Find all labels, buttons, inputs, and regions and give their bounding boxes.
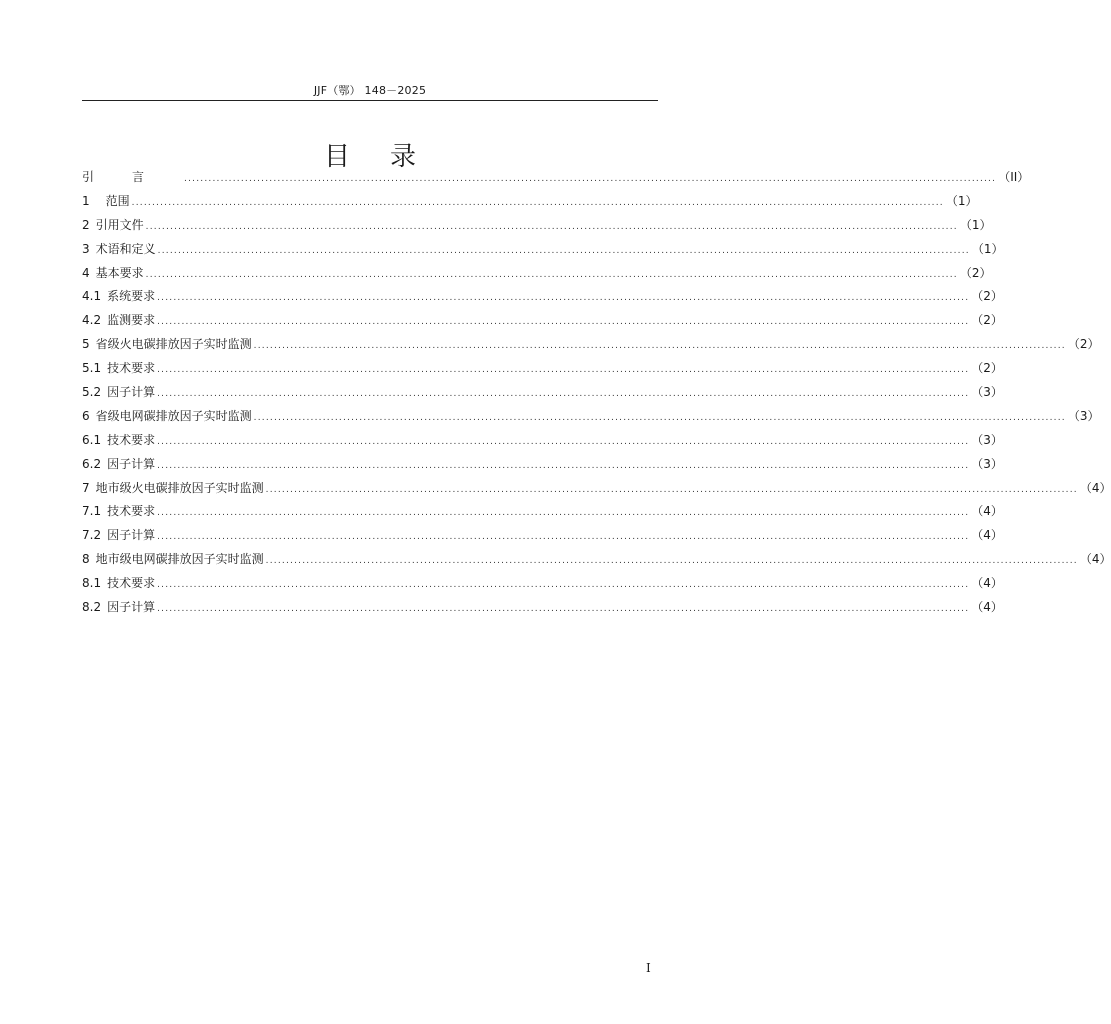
toc-dot-leader: ........................................................................................................................................................................................................ [253,341,1066,352]
toc-entry-label [82,285,157,309]
toc-entry-number: 7.2 [82,528,102,543]
toc-entry[interactable] [82,596,1003,620]
toc-dot-leader: ........................................................................................................................................................................................................ [157,365,970,376]
toc-entry[interactable] [82,548,1111,572]
toc-entry[interactable] [82,262,992,286]
toc-entry-label [82,262,146,286]
toc-entry-label [82,381,157,405]
toc-entry[interactable] [82,357,1003,381]
toc-entry-title: 因子计算 [107,600,156,615]
toc-entry-page: （4） [971,504,1003,519]
toc-dot-leader: ........................................................................................................................................................................................................ [157,508,970,519]
toc-entry-page: （4） [971,576,1003,591]
toc-entry-page: （4） [1079,480,1111,495]
toc-entry-title: 地市级火电碳排放因子实时监测 [95,480,264,495]
toc-entry[interactable] [82,381,1003,405]
page-number: I [646,961,651,975]
toc-entry-label [82,572,157,596]
toc-entry-label [82,500,157,524]
toc-dot-leader: ........................................................................................................................................................................................................ [145,269,958,280]
toc-entry-page: （3） [1067,408,1100,423]
toc-entry[interactable] [82,500,1003,524]
toc-entry-number: 5 [82,337,90,352]
toc-entry-number: 4 [82,265,90,280]
toc-entry-title: 引言 [82,170,183,184]
toc-entry-label [82,214,146,238]
toc-entry-number: 2 [82,217,90,232]
toc-entry-title: 系统要求 [107,289,156,304]
toc-entry[interactable] [82,572,1003,596]
toc-entry-page: （4） [971,528,1003,543]
toc-entry-page: （3） [971,456,1003,471]
toc-dot-leader: ........................................................................................................................................................................................................ [253,412,1066,423]
toc-entry-page: （2） [1067,337,1100,352]
document-header-code: JJF（鄂） 148－2025 [313,84,427,97]
toc-entry-title: 技术要求 [107,576,156,591]
toc-entry-title: 因子计算 [107,528,156,543]
toc-dot-leader: ........................................................................................................................................................................................................ [265,484,1078,495]
toc-entry-label [82,524,157,548]
toc-entry[interactable] [82,524,1003,548]
toc-entry-label [82,429,157,453]
toc-dot-leader: ........................................................................................................................................................................................................ [157,604,970,615]
toc-entry-title: 地市级电网碳排放因子实时监测 [95,552,264,567]
toc-dot-leader: ........................................................................................................................................................................................................ [157,580,970,591]
toc-entry-title: 范围 [105,193,130,208]
toc-entry-page: （II） [998,170,1030,184]
toc-entry-label [82,166,184,190]
toc-entry-number: 7 [82,480,90,495]
toc-entry-title: 技术要求 [107,432,156,447]
toc-entry[interactable] [82,285,1003,309]
toc-entry-page: （4） [971,600,1003,615]
toc-dot-leader: ........................................................................................................................................................................................................ [131,197,944,208]
toc-entry[interactable] [82,405,1100,429]
toc-entry[interactable] [82,190,978,214]
toc-dot-leader: ........................................................................................................................................................................................................ [157,245,970,256]
toc-entry-number: 6.1 [82,432,102,447]
toc-entry-number: 3 [82,241,90,256]
toc-entry-number: 1 [82,193,90,208]
toc-entry[interactable] [82,429,1003,453]
toc-entry-label [82,238,158,262]
toc-entry-page: （1） [959,217,992,232]
toc-entry[interactable] [82,333,1100,357]
toc-dot-leader: ........................................................................................................................................................................................................ [184,174,997,184]
toc-entry-title: 省级火电碳排放因子实时监测 [95,337,252,352]
toc-entry-number: 4.1 [82,289,102,304]
toc-entry-number: 4.2 [82,313,102,328]
page-title: 目录 [323,142,456,173]
toc-entry-number: 8 [82,552,90,567]
toc-entry[interactable] [82,214,992,238]
toc-entry-title: 基本要求 [95,265,144,280]
toc-entry-title: 省级电网碳排放因子实时监测 [95,408,252,423]
toc-entry-label [82,357,157,381]
toc-entry-label [82,333,254,357]
toc-entry-page: （2） [971,361,1003,376]
toc-entry-title: 术语和定义 [95,241,156,256]
toc-entry-title: 因子计算 [107,385,156,400]
toc-entry[interactable] [82,477,1111,501]
toc-entry-label [82,405,254,429]
toc-entry-page: （2） [971,313,1003,328]
toc-entry-page: （2） [971,289,1003,304]
toc-entry-label [82,453,157,477]
toc-dot-leader: ........................................................................................................................................................................................................ [145,221,958,232]
toc-entry-label [82,596,157,620]
toc-entry-title: 监测要求 [107,313,156,328]
table-of-contents [82,166,1111,620]
toc-entry[interactable] [82,309,1003,333]
toc-entry-title: 技术要求 [107,504,156,519]
toc-entry-label [82,477,266,501]
toc-dot-leader: ........................................................................................................................................................................................................ [157,532,970,543]
toc-entry-title: 引用文件 [95,217,144,232]
toc-entry-label [82,190,132,214]
toc-dot-leader: ........................................................................................................................................................................................................ [157,460,970,471]
toc-entry-page: （1） [945,193,978,208]
toc-entry-number: 8.1 [82,576,102,591]
toc-entry[interactable] [82,166,1030,190]
toc-entry-title: 因子计算 [107,456,156,471]
toc-dot-leader: ........................................................................................................................................................................................................ [157,293,970,304]
toc-entry-page: （4） [1079,552,1111,567]
header-rule [82,100,658,101]
toc-entry[interactable] [82,453,1003,477]
toc-entry-number: 6 [82,408,90,423]
toc-dot-leader: ........................................................................................................................................................................................................ [157,389,970,400]
toc-dot-leader: ........................................................................................................................................................................................................ [265,556,1078,567]
toc-entry-page: （3） [971,385,1003,400]
toc-entry-title: 技术要求 [107,361,156,376]
toc-entry-number: 8.2 [82,600,102,615]
toc-entry-page: （2） [959,265,992,280]
toc-entry-label [82,548,266,572]
toc-entry-number: 5.1 [82,361,102,376]
toc-entry-number: 5.2 [82,385,102,400]
toc-dot-leader: ........................................................................................................................................................................................................ [157,436,970,447]
toc-entry-number: 6.2 [82,456,102,471]
toc-entry[interactable] [82,238,1004,262]
toc-dot-leader: ........................................................................................................................................................................................................ [157,317,970,328]
toc-entry-page: （3） [971,432,1003,447]
toc-entry-number: 7.1 [82,504,102,519]
toc-entry-page: （1） [971,241,1004,256]
toc-entry-label [82,309,157,333]
